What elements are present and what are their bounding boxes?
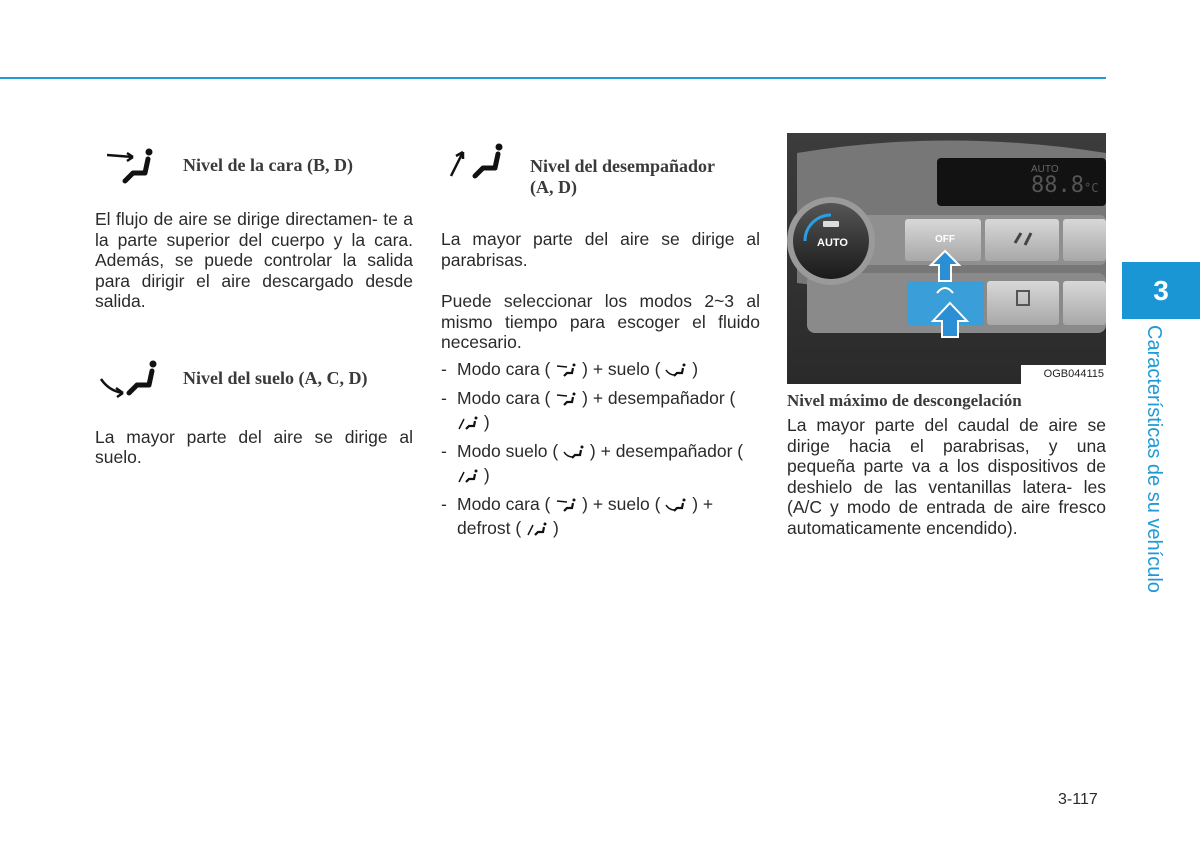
defrost-level-header xyxy=(441,140,760,206)
mode-text: ) + suelo ( xyxy=(582,494,661,514)
mode-text: ) xyxy=(483,464,490,485)
off-button: OFF xyxy=(935,234,955,245)
defrost-heading-line1: Nivel del desempañador xyxy=(530,156,716,176)
floor-level-header xyxy=(95,354,413,404)
face-mode-icon xyxy=(555,391,577,412)
mode-combination-list xyxy=(441,359,760,542)
mode-text: ) + suelo ( xyxy=(582,358,661,379)
list-item xyxy=(441,388,760,435)
defrost-level-heading xyxy=(530,156,715,198)
chapter-title: Características de su vehículo xyxy=(1143,325,1165,593)
mode-text: Modo cara ( xyxy=(457,388,551,408)
max-defrost-heading: Nivel máximo de descongelación xyxy=(787,391,1022,410)
mode-text: ) xyxy=(692,358,699,379)
header-rule xyxy=(0,77,1106,79)
defrost-mode-icon xyxy=(457,415,479,436)
face-mode-icon xyxy=(555,362,577,383)
mode-text: ) + desempañador ( xyxy=(589,441,744,461)
auto-button: AUTO xyxy=(817,237,848,249)
mode-text: Modo cara ( xyxy=(457,358,551,379)
max-defrost-text: La mayor parte del caudal de aire se dirige hacia el parabrisas, y una pequeña parte va a los dispositivos de deshielo de las ventanillas latera- les (A/C y modo de entrada de aire fresco automaticamente encendido). xyxy=(787,415,1106,538)
display-temperature xyxy=(1031,173,1098,198)
floor-level-heading: Nivel del suelo (A, C, D) xyxy=(183,368,368,388)
list-item xyxy=(441,441,760,488)
defrost-text: La mayor parte del aire se dirige al parabrisas. xyxy=(441,229,760,270)
mode-text: ) + desempañador ( xyxy=(582,388,736,408)
column-1 xyxy=(95,140,413,468)
display-auto-text: AUTO xyxy=(1031,164,1059,175)
column-3 xyxy=(787,133,1106,538)
list-item xyxy=(441,359,760,383)
mode-text: Modo suelo ( xyxy=(457,441,559,461)
floor-mode-icon xyxy=(665,497,687,518)
face-level-icon xyxy=(95,143,183,187)
floor-level-text: La mayor parte del aire se dirige al suelo. xyxy=(95,426,413,467)
mode-text: ) + defrost ( xyxy=(457,494,714,538)
floor-mode-icon xyxy=(665,362,687,383)
face-level-text: El flujo de aire se dirige directamen- te a la parte superior del cuerpo y la cara. Además, se puede controlar la salida para dirigir el aire descargado desde salida. xyxy=(95,209,413,311)
mode-text: ) xyxy=(483,411,490,432)
face-level-heading: Nivel de la cara (B, D) xyxy=(183,154,353,175)
list-item xyxy=(441,494,760,541)
column-2 xyxy=(441,140,760,547)
defrost-mode-icon xyxy=(457,468,479,489)
mode-text: Modo cara ( xyxy=(457,494,551,514)
chapter-number: 3 xyxy=(1153,274,1169,306)
floor-level-icon xyxy=(95,357,183,401)
chapter-number-tab xyxy=(1122,262,1200,319)
mode-combination-text: Puede seleccionar los modos 2~3 al mismo tiempo para escoger el fluido necesario. xyxy=(441,291,760,352)
defrost-heading-line2: (A, D) xyxy=(530,177,577,197)
defrost-mode-icon xyxy=(526,521,548,542)
defrost-level-icon xyxy=(441,140,530,184)
mode-text: ) xyxy=(552,517,559,538)
display-temp-unit: °C xyxy=(1083,181,1099,195)
face-level-header xyxy=(95,140,413,190)
page-number: 3-117 xyxy=(1058,791,1098,808)
image-code: OGB044115 xyxy=(1043,368,1104,380)
display-temp-value: 88.8 xyxy=(1031,173,1084,198)
floor-mode-icon xyxy=(563,444,585,465)
face-mode-icon xyxy=(555,497,577,518)
climate-panel-photo xyxy=(787,133,1106,384)
